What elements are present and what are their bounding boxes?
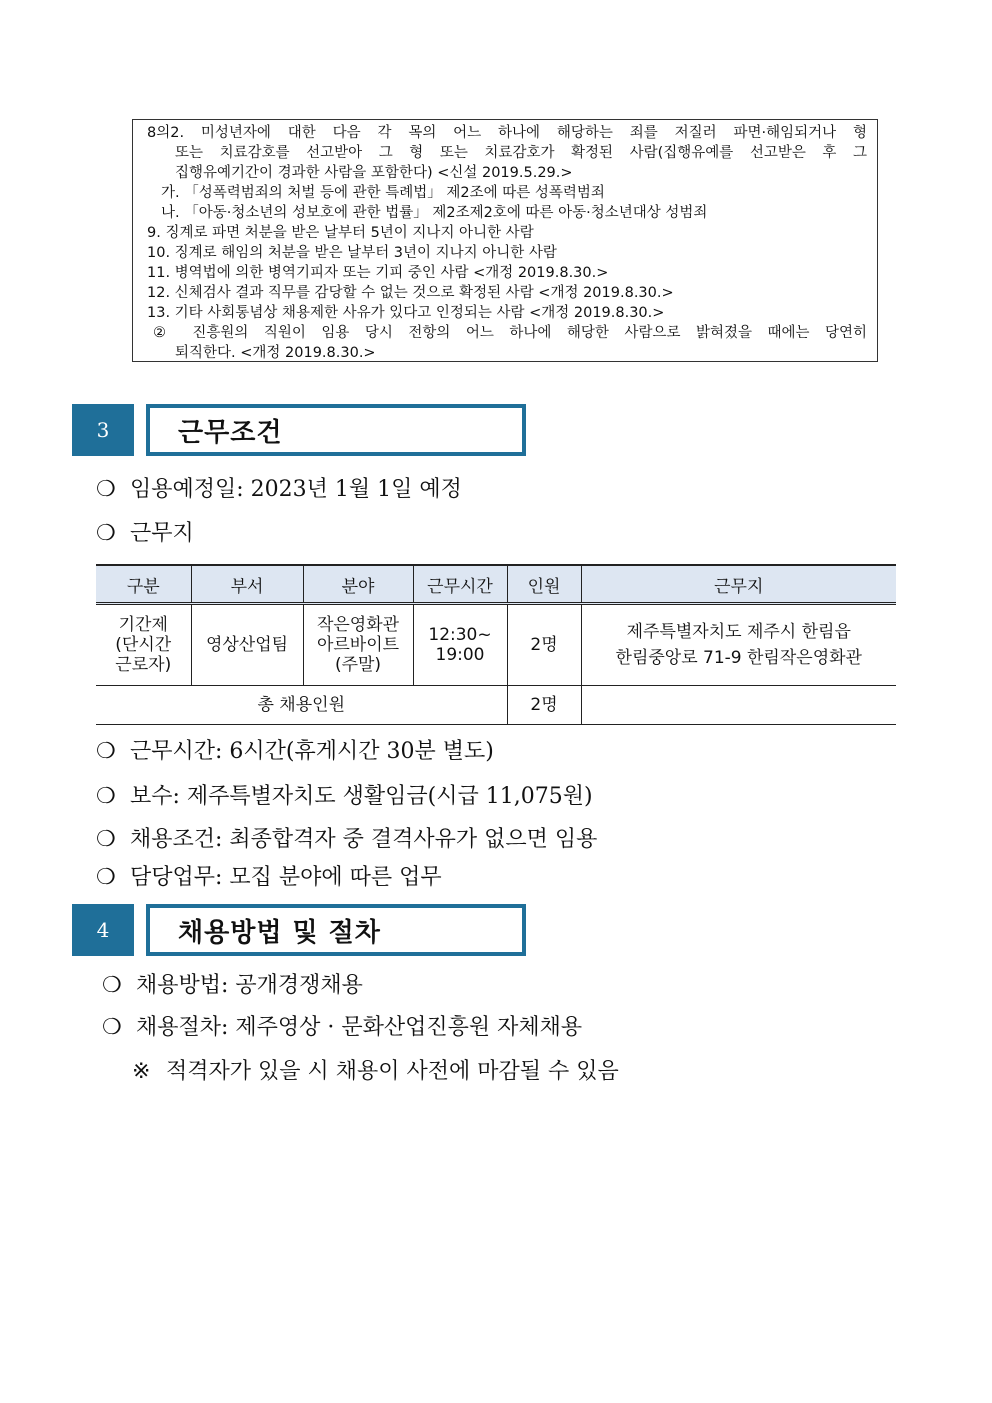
- col-header: 구분: [96, 565, 191, 604]
- reg-line: 집행유예기간이 경과한 사람을 포함한다) <신설 2019.5.29.>: [175, 165, 573, 181]
- bullet-procedure: [102, 1010, 582, 1041]
- cell-place: [581, 604, 896, 686]
- reference-mark-icon: ※: [132, 1059, 151, 1084]
- cell-line: 작은영화관: [316, 615, 400, 635]
- cell-line: 12:30~: [428, 625, 492, 645]
- table-header-row: [96, 565, 896, 604]
- cell-hours: [413, 604, 507, 686]
- reg-line: 퇴직한다. <개정 2019.8.30.>: [175, 345, 376, 361]
- section-title: 채용방법 및 절차: [146, 904, 526, 956]
- reg-line: ② 진흥원의 직원이 임용 당시 전항의 어느 하나에 해당한 사람으로 밝혀졌을 때에는 당연히: [153, 325, 867, 341]
- circle-bullet-icon: ❍: [102, 973, 122, 998]
- cell-line: (단시간: [115, 635, 172, 655]
- bullet-text: 보수: 제주특별자치도 생활임금(시급 11,075원): [130, 784, 593, 809]
- reg-line: 가. 「성폭력범죄의 처벌 등에 관한 특례법」 제2조에 따른 성폭력범죄: [161, 185, 605, 201]
- cell-line: 아르바이트: [316, 635, 400, 655]
- section-number: 3: [72, 404, 134, 456]
- bullet-duties: [96, 860, 442, 891]
- col-header: 분야: [303, 565, 413, 604]
- cell-line: 한림중앙로 71-9 한림작은영화관: [615, 648, 862, 668]
- cell-field: [303, 604, 413, 686]
- table-row: [96, 604, 896, 686]
- bullet-work-hours: [96, 734, 494, 765]
- regulation-box: [132, 119, 878, 362]
- bullet-text: 근무지: [130, 521, 194, 546]
- col-header: 부서: [191, 565, 303, 604]
- circle-bullet-icon: ❍: [96, 827, 116, 852]
- reg-line: 8의2. 미성년자에 대한 다음 각 목의 어느 하나에 해당하는 죄를 저질러 파면·해임되거나 형: [147, 125, 867, 141]
- reg-line: 12. 신체검사 결과 직무를 감당할 수 없는 것으로 확정된 사람 <개정 2019.8.30.>: [147, 285, 674, 301]
- reg-line: 10. 징계로 해임의 처분을 받은 날부터 3년이 지나지 아니한 사람: [147, 245, 557, 261]
- circle-bullet-icon: ❍: [96, 784, 116, 809]
- bullet-text: 근무시간: 6시간(휴게시간 30분 별도): [130, 739, 494, 764]
- cell-line: 19:00: [435, 645, 485, 665]
- note-early-close: [132, 1054, 619, 1085]
- cell-line: (주말): [334, 655, 382, 675]
- bullet-text: 임용예정일: 2023년 1월 1일 예정: [130, 477, 462, 502]
- table-total-row: [96, 686, 896, 725]
- note-text: 적격자가 있을 시 채용이 사전에 마감될 수 있음: [166, 1059, 619, 1084]
- cell-count: 2명: [507, 604, 581, 686]
- total-label: 총 채용인원: [96, 686, 507, 725]
- work-table: [96, 564, 896, 725]
- reg-line: 9. 징계로 파면 처분을 받은 날부터 5년이 지나지 아니한 사람: [147, 225, 534, 241]
- col-header: 인원: [507, 565, 581, 604]
- total-empty: [581, 686, 896, 725]
- cell-line: 근로자): [115, 655, 172, 675]
- section-title: 근무조건: [146, 404, 526, 456]
- circle-bullet-icon: ❍: [96, 865, 116, 890]
- circle-bullet-icon: ❍: [96, 477, 116, 502]
- bullet-start-date: [96, 472, 462, 503]
- bullet-workplace: [96, 516, 194, 547]
- bullet-conditions: [96, 822, 597, 853]
- cell-line: 제주특별자치도 제주시 한림읍: [626, 622, 851, 642]
- bullet-text: 채용절차: 제주영상 · 문화산업진흥원 자체채용: [136, 1015, 583, 1040]
- bullet-text: 채용조건: 최종합격자 중 결격사유가 없으면 임용: [130, 827, 598, 852]
- reg-line: 13. 기타 사회통념상 채용제한 사유가 있다고 인정되는 사람 <개정 2019.8.30.>: [147, 305, 665, 321]
- bullet-method: [102, 968, 363, 999]
- bullet-salary: [96, 779, 593, 810]
- section-number: 4: [72, 904, 134, 956]
- reg-line: 또는 치료감호를 선고받아 그 형 또는 치료감호가 확정된 사람(집행유예를 선고받은 후 그: [175, 145, 867, 161]
- reg-line: 나. 「아동·청소년의 성보호에 관한 법률」 제2조제2호에 따른 아동·청소년대상 성범죄: [161, 205, 708, 221]
- bullet-text: 채용방법: 공개경쟁채용: [136, 973, 363, 998]
- cell-dept: 영상산업팀: [191, 604, 303, 686]
- col-header: 근무시간: [413, 565, 507, 604]
- bullet-text: 담당업무: 모집 분야에 따른 업무: [130, 865, 442, 890]
- reg-line: 11. 병역법에 의한 병역기피자 또는 기피 중인 사람 <개정 2019.8.30.>: [147, 265, 609, 281]
- col-header: 근무지: [581, 565, 896, 604]
- total-count: 2명: [507, 686, 581, 725]
- cell-line: 기간제: [118, 615, 168, 635]
- cell-type: [96, 604, 191, 686]
- circle-bullet-icon: ❍: [96, 521, 116, 546]
- circle-bullet-icon: ❍: [102, 1015, 122, 1040]
- circle-bullet-icon: ❍: [96, 739, 116, 764]
